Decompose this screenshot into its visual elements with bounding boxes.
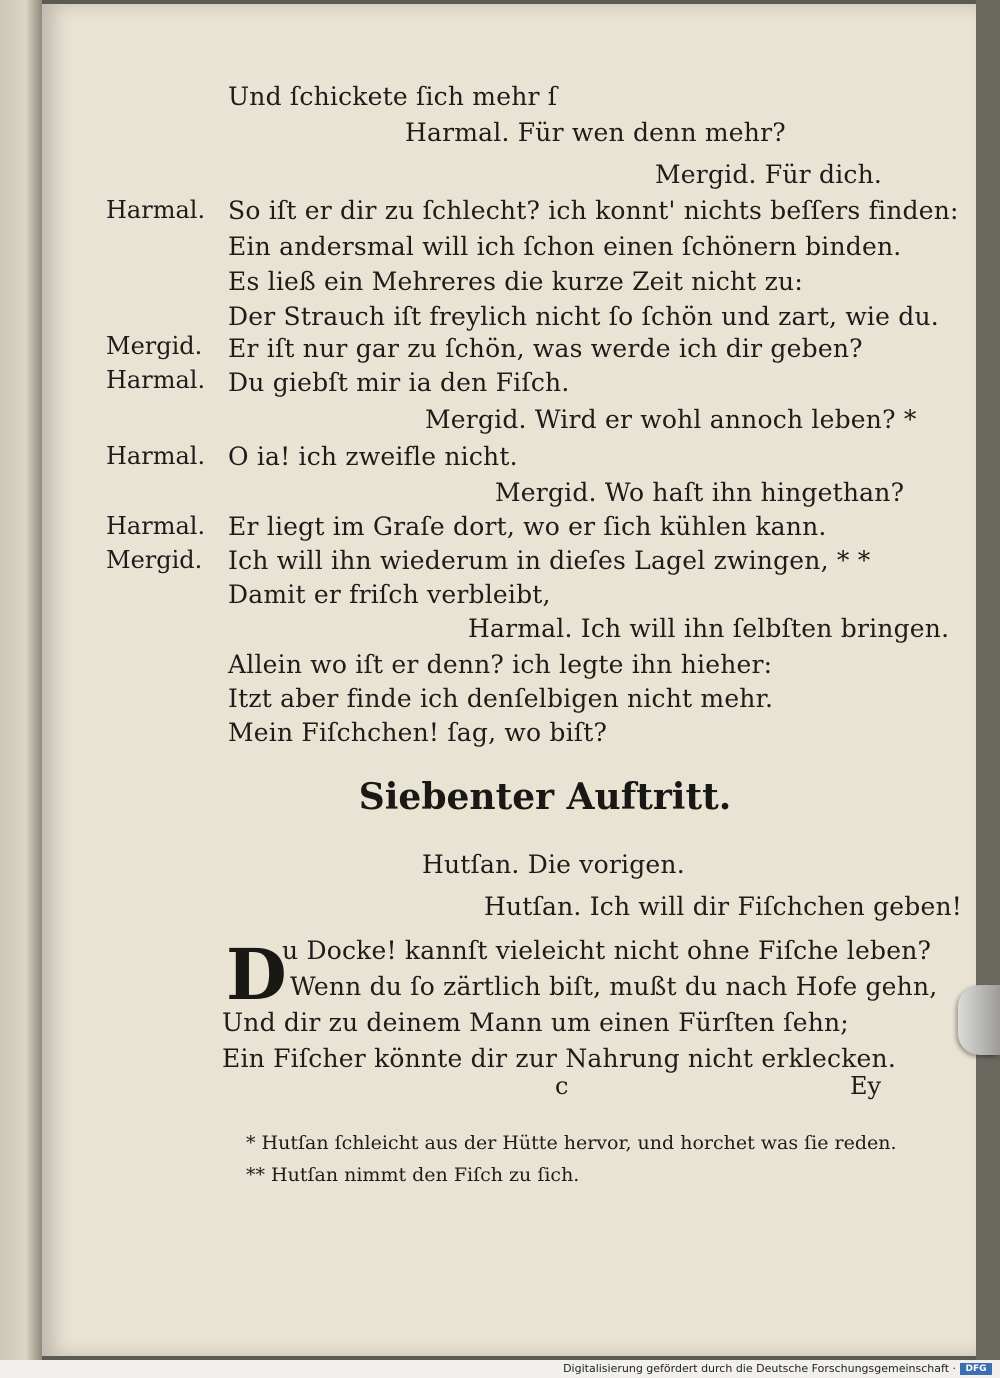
text-line: Itzt aber finde ich denſelbigen nicht mehr. [228,684,774,713]
text-line: Harmal. Ich will ihn ſelbſten bringen. [468,614,950,643]
text-line: Ein Fiſcher könnte dir zur Nahrung nicht erklecken. [222,1044,896,1073]
text-line: Es ließ ein Mehreres die kurze Zeit nicht zu: [228,267,803,296]
text-line: Mergid. Wird er wohl annoch leben? * [425,405,917,434]
text-line: Und ſchickete ſich mehr ſ [228,82,558,111]
speaker-label: Harmal. [106,512,206,540]
text-line: Allein wo iſt er denn? ich legte ihn hieher: [228,650,773,679]
speaker-label: Harmal. [106,366,206,394]
text-line: Mein Fiſchchen! ſag, wo biſt? [228,718,608,747]
text-line: O ia! ich zweifle nicht. [228,442,518,471]
text-line: Ein andersmal will ich ſchon einen ſchönern binden. [228,232,902,261]
right-edge [976,0,1000,1360]
stage-direction: Hutſan. Die vorigen. [422,850,685,879]
text-line: Hutſan. Ich will dir Fiſchchen geben! [484,892,963,921]
speaker-label: Harmal. [106,442,206,470]
text-line: Ich will ihn wiederum in dieſes Lagel zwingen, * * [228,546,871,575]
footnote: ** Hutſan nimmt den Fiſch zu ſich. [246,1164,580,1186]
scene-heading: Siebenter Auftritt. [358,776,732,818]
text-line: Du giebſt mir ia den Fiſch. [228,368,570,397]
left-page-edge [0,0,42,1360]
footnote: * Hutſan ſchleicht aus der Hütte hervor, und horchet was ſie reden. [246,1132,897,1154]
signature-mark: c [555,1072,569,1100]
text-line: Harmal. Für wen denn mehr? [405,118,786,147]
text-line: Er iſt nur gar zu ſchön, was werde ich dir geben? [228,334,863,363]
text-line: So iſt er dir zu ſchlecht? ich konnt' nichts beſſers finden: [228,196,959,225]
text-line: Er liegt im Graſe dort, wo er ſich kühlen kann. [228,512,827,541]
text-line: Damit er friſch verbleibt, [228,580,551,609]
text-line: Wenn du ſo zärtlich biſt, mußt du nach Hofe gehn, [290,972,938,1001]
text-line: Der Strauch iſt freylich nicht ſo ſchön und zart, wie du. [228,302,939,331]
text-line: u Docke! kannſt vieleicht nicht ohne Fiſche leben? [282,936,932,965]
digitization-credit: Digitalisierung gefördert durch die Deutsche Forschungsgemeinschaft · [563,1362,956,1375]
dfg-logo: DFG [960,1363,992,1375]
page-turn-tab[interactable] [958,985,1000,1055]
text-line: Mergid. Wo haſt ihn hingethan? [495,478,905,507]
speaker-label: Mergid. [106,332,203,360]
text-line: Und dir zu deinem Mann um einen Fürſten ſehn; [222,1008,849,1037]
drop-cap: D [226,933,287,1016]
catchword: Ey [850,1072,882,1100]
speaker-label: Harmal. [106,196,206,224]
text-line: Mergid. Für dich. [655,160,883,189]
speaker-label: Mergid. [106,546,203,574]
